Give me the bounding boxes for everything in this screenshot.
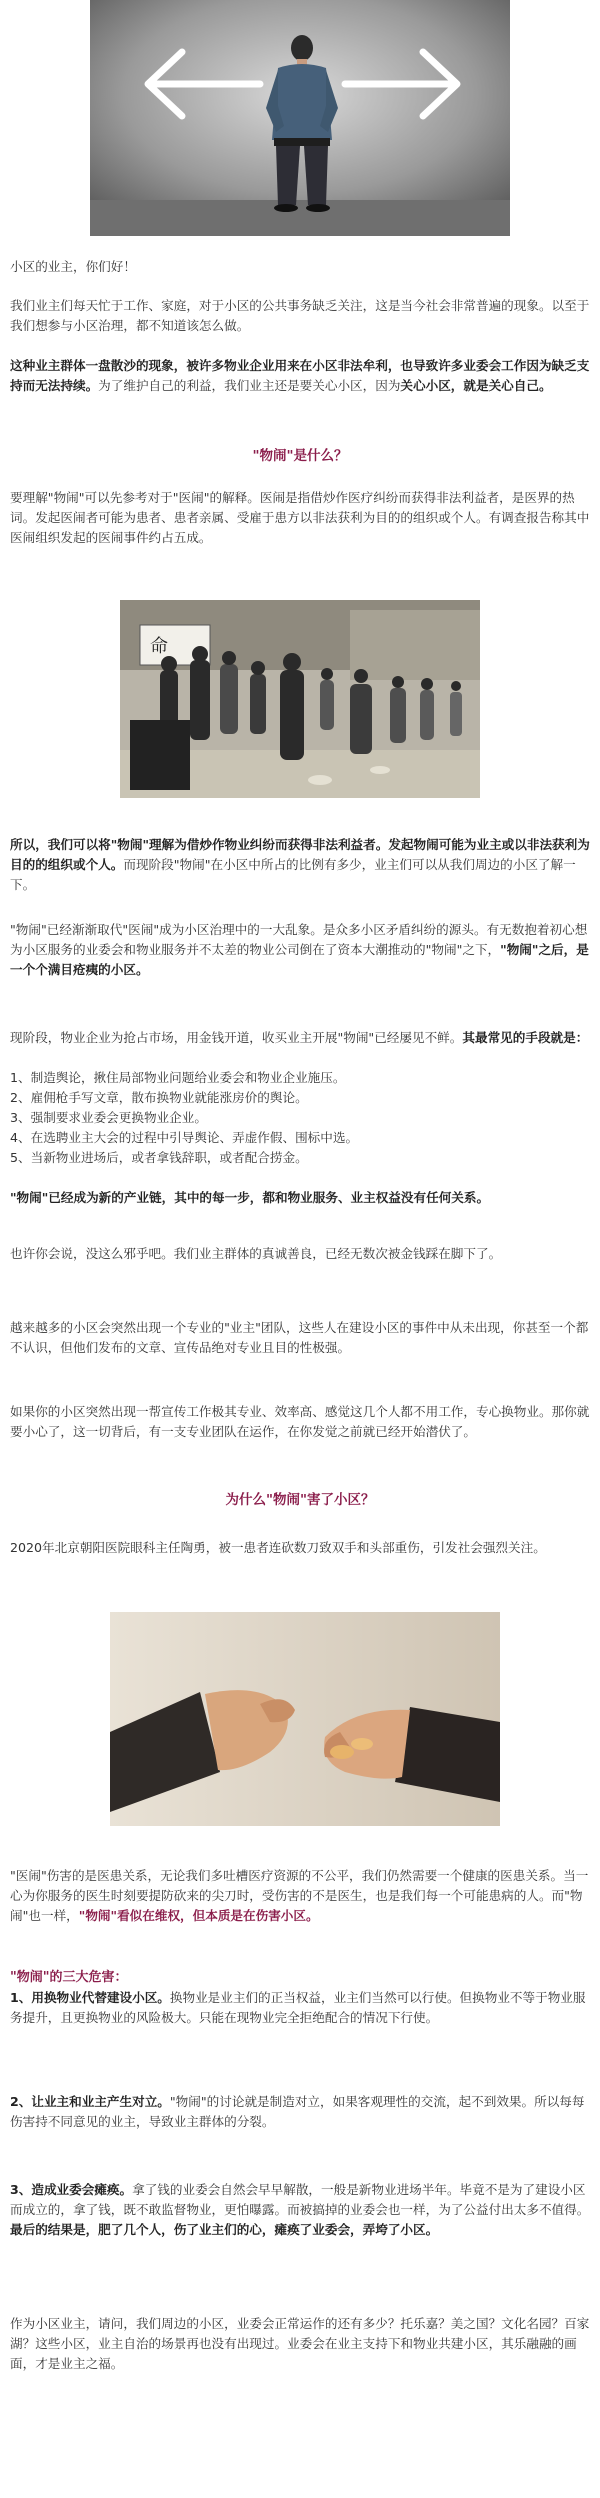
- harm-item-1: 1、用换物业代替建设小区。换物业是业主们的正当权益，业主们当然可以行使。但换物业不等于物业服务提升，且更换物业的风险极大。只能在现物业完全拒绝配合的情况下行使。: [10, 1990, 586, 2025]
- heading-three-harms: "物闹"的三大危害：: [10, 1970, 128, 1985]
- paragraph-yinao-harm: "医闹"伤害的是医患关系，无论我们多吐槽医疗资源的不公平，我们仍然需要一个健康的医患关系。当一心为你服务的医生时刻要提防砍来的尖刀时，受伤害的不是医生，也是我们每一个可能患病的人。而"物闹"也一样，"物闹"看似在维权，但本质是在伤害小区。: [10, 1868, 589, 1923]
- tactic-item: 1、制造舆论，揪住局部物业问题给业委会和物业企业施压。: [10, 1070, 346, 1085]
- heading-why-harmful: 为什么"物闹"害了小区？: [225, 1492, 375, 1508]
- paragraph-industry-chain: "物闹"已经成为新的产业链，其中的每一步，都和物业服务、业主权益没有任何关系。: [10, 1190, 490, 1205]
- intro-paragraph-1: 我们业主们每天忙于工作、家庭，对于小区的公共事务缺乏关注，这是当今社会非常普遍的现象。以至于我们想参与小区治理，都不知道该怎么做。: [10, 298, 590, 333]
- tactic-item: 3、强制要求业委会更换物业企业。: [10, 1110, 207, 1125]
- svg-text:命: 命: [150, 636, 168, 657]
- hands-photo: [110, 1612, 500, 1826]
- tactic-item: 5、当新物业进场后，或者拿钱辞职，或者配合捞金。: [10, 1150, 308, 1165]
- harm-item-2: 2、让业主和业主产生对立。"物闹"的讨论就是制造对立，如果客观理性的交流，起不到效果。所以每每伤害持不同意见的业主，导致业主群体的分裂。: [10, 2094, 585, 2129]
- greeting: 小区的业主，你们好！: [10, 259, 136, 274]
- closing-paragraph: 作为小区业主，请问，我们周边的小区，业委会正常运作的还有多少？托乐嘉？美之国？文化名园？百家湖？这些小区，业主自治的场景再也没有出现过。业委会在业主支持下和物业共建小区，其乐融融的画面，才是业主之福。: [10, 2316, 590, 2371]
- protest-photo: [120, 600, 480, 798]
- paragraph-yinao-definition: 要理解"物闹"可以先参考对于"医闹"的解释。医闹是指借炒作医疗纠纷而获得非法利益者，是医界的热词。发起医闹者可能为患者、患者亲属、受雇于患方以非法获利为目的的组织或个人。有调查报告称其中医闹组织发起的医闹事件约占五成。: [10, 490, 590, 545]
- paragraph-maybe-you-say: 也许你会说，没这么邪乎吧。我们业主群体的真诚善良，已经无数次被金钱踩在脚下了。: [10, 1246, 502, 1261]
- intro-paragraph-2: 这种业主群体一盘散沙的现象，被许多物业企业用来在小区非法牟利，也导致许多业委会工作因为缺乏支持而无法持续。为了维护自己的利益，我们业主还是要关心小区，因为关心小区，就是关心自己。: [10, 358, 590, 393]
- paragraph-common-tactics: 现阶段，物业企业为抢占市场，用金钱开道，收买业主开展"物闹"已经屡见不鲜。其最常见的手段就是：: [10, 1030, 589, 1045]
- harm-item-3: 3、造成业委会瘫痪。拿了钱的业委会自然会早早解散，一般是新物业进场半年。毕竟不是为了建设小区而成立的，拿了钱，既不敢监督物业，更怕曝露。而被搞掉的业委会也一样，为了公益付出太多不值得。最后的结果是，肥了几个人，伤了业主们的心，瘫痪了业委会，弄垮了小区。: [10, 2182, 590, 2237]
- paragraph-professional-team: 越来越多的小区会突然出现一个专业的"业主"团队，这些人在建设小区的事件中从未出现，你甚至一个都不认识，但他们发布的文章、宣传品绝对专业且目的性极强。: [10, 1320, 589, 1355]
- tactic-item: 2、雇佣枪手写文章，散布换物业就能涨房价的舆论。: [10, 1090, 308, 1105]
- hero-image: [90, 0, 510, 236]
- paragraph-wunao-replaces-yinao: "物闹"已经渐渐取代"医闹"成为小区治理中的一大乱象。是众多小区矛盾纠纷的源头。有无数抱着初心想为小区服务的业委会和物业服务并不太差的物业公司倒在了资本大潮推动的"物闹"之下，"物闹"之后，是一个个满目疮痍的小区。: [10, 922, 589, 977]
- heading-what-is-wunao: "物闹"是什么？: [252, 448, 348, 464]
- paragraph-be-careful: 如果你的小区突然出现一帮宣传工作极其专业、效率高、感觉这几个人都不用工作，专心换物业。那你就要小心了，这一切背后，有一支专业团队在运作，在你发觉之前就已经开始潜伏了。: [10, 1404, 590, 1439]
- paragraph-wunao-definition: 所以，我们可以将"物闹"理解为借炒作物业纠纷而获得非法利益者。发起物闹可能为业主或以非法获利为目的的组织或个人。而现阶段"物闹"在小区中所占的比例有多少，业主们可以从我们周边的小区了解一下。: [10, 837, 590, 892]
- tactic-item: 4、在选聘业主大会的过程中引导舆论、弄虚作假、围标中选。: [10, 1130, 359, 1145]
- paragraph-tao-yong: 2020年北京朝阳医院眼科主任陶勇，被一患者连砍数刀致双手和头部重伤，引发社会强烈关注。: [10, 1540, 546, 1555]
